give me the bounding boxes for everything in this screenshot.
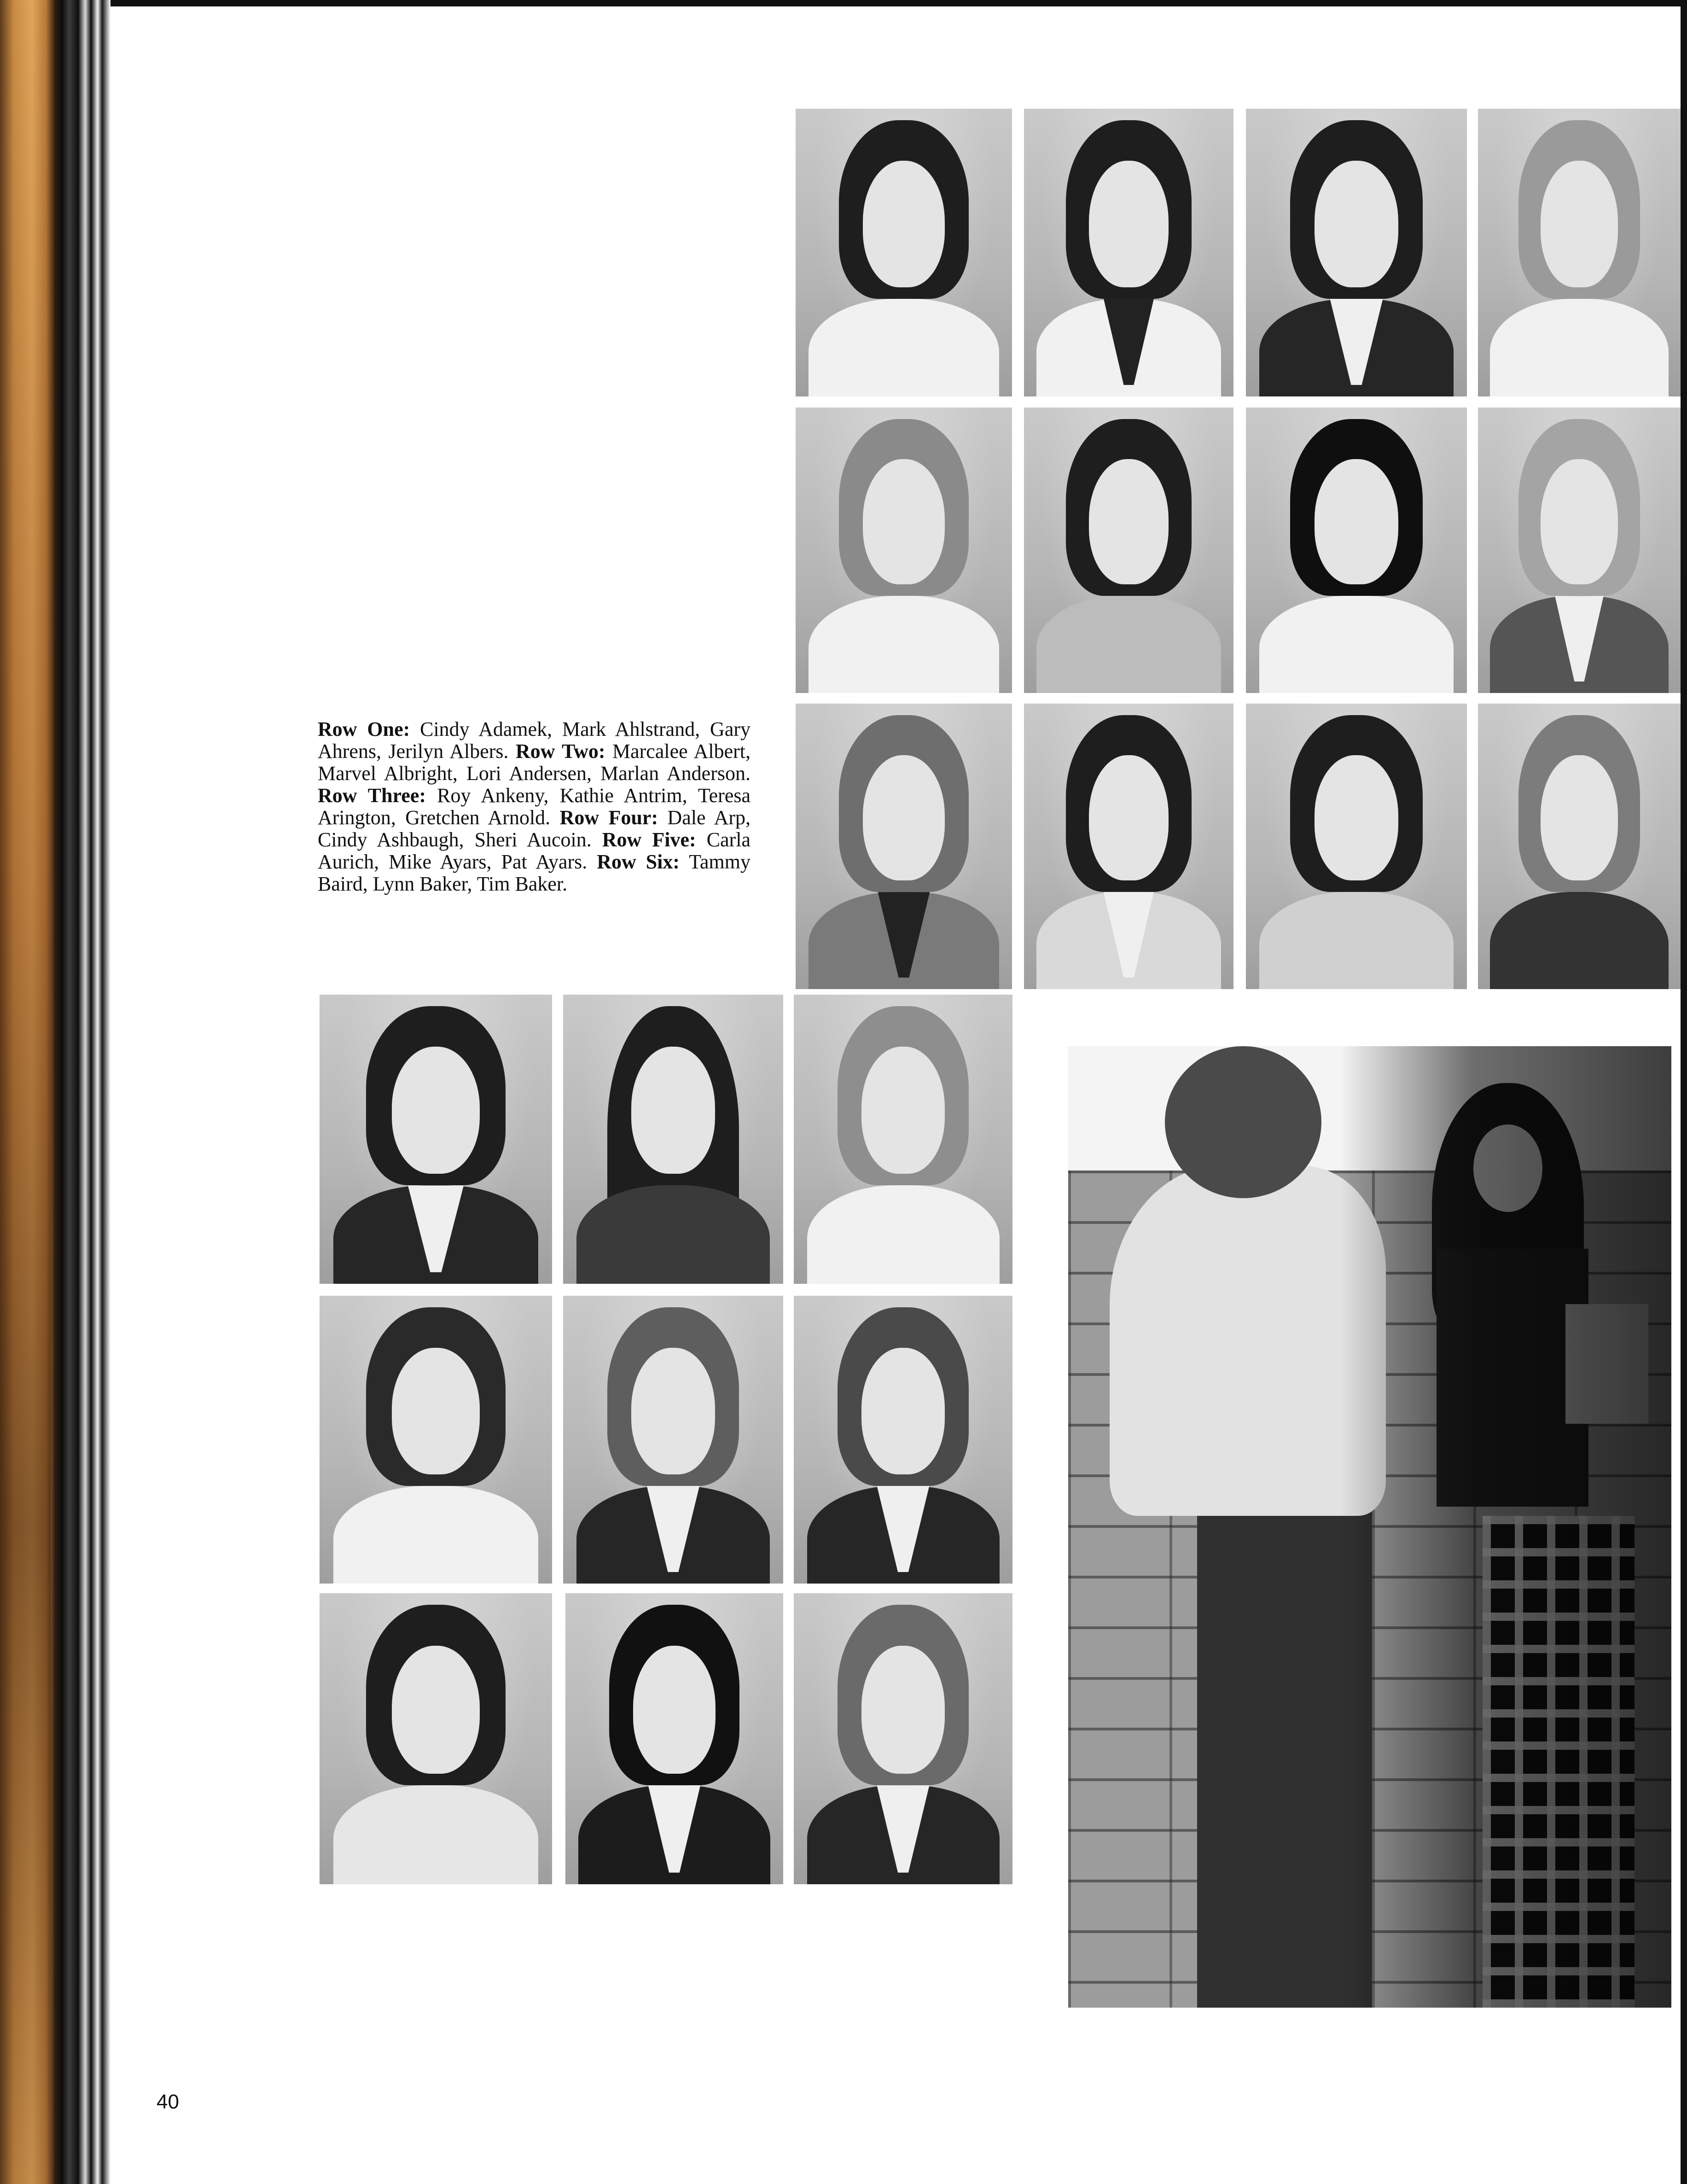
candid-hallway-photo (1068, 1046, 1671, 2008)
page-top-edge (111, 0, 1687, 6)
portrait-marcalee-albert (796, 408, 1012, 693)
page-right-edge (1681, 0, 1687, 2184)
caption-row-five-names: Carla Aurich, Mike Ayars, Pat Ayars. (318, 828, 751, 873)
caption-row-five-label: Row Five: (602, 828, 696, 851)
name-caption (318, 718, 750, 895)
portrait-teresa-arington (1246, 704, 1467, 989)
portrait-mike-ayars (563, 1296, 783, 1584)
page-number: 40 (157, 2091, 179, 2113)
portrait-tammy-baird (320, 1593, 552, 1884)
portrait-sheri-aucoin (794, 995, 1012, 1284)
portrait-kathie-antrim (1024, 704, 1233, 989)
portrait-marvel-albright (1024, 408, 1233, 693)
portrait-cindy-ashbaugh (563, 995, 783, 1284)
caption-row-six-names: Tammy Baird, Lynn Baker, Tim Baker. (318, 850, 750, 895)
caption-row-three-label: Row Three: (318, 784, 426, 807)
caption-row-four-label: Row Four: (559, 806, 658, 829)
portrait-dale-arp (320, 995, 552, 1284)
portrait-pat-ayars (794, 1296, 1012, 1584)
caption-row-three-names: Roy Ankeny, Kathie Antrim, Teresa Arington, Gretchen Arnold. (318, 784, 750, 829)
caption-row-two-names: Marcalee Albert, Marvel Albright, Lori Andersen, Marlan Anderson. (318, 740, 751, 785)
portrait-cindy-adamek (796, 109, 1012, 396)
caption-row-four-names: Dale Arp, Cindy Ashbaugh, Sheri Aucoin. (318, 806, 751, 851)
book-binding (0, 0, 115, 2184)
portrait-roy-ankeny (796, 704, 1012, 989)
caption-row-one-names: Cindy Adamek, Mark Ahlstrand, Gary Ahrens, Jerilyn Albers. (318, 718, 750, 763)
portrait-marlan-anderson (1478, 408, 1681, 693)
portrait-gary-ahrens (1246, 109, 1467, 396)
portrait-carla-aurich (320, 1296, 552, 1584)
portrait-lynn-baker (565, 1593, 783, 1884)
caption-row-six-label: Row Six: (597, 850, 680, 873)
caption-row-one-label: Row One: (318, 718, 410, 740)
portrait-mark-ahlstrand (1024, 109, 1233, 396)
portrait-lori-andersen (1246, 408, 1467, 693)
caption-row-two-label: Row Two: (515, 740, 605, 763)
portrait-tim-baker (794, 1593, 1012, 1884)
portrait-jerilyn-albers (1478, 109, 1681, 396)
portrait-gretchen-arnold (1478, 704, 1681, 989)
